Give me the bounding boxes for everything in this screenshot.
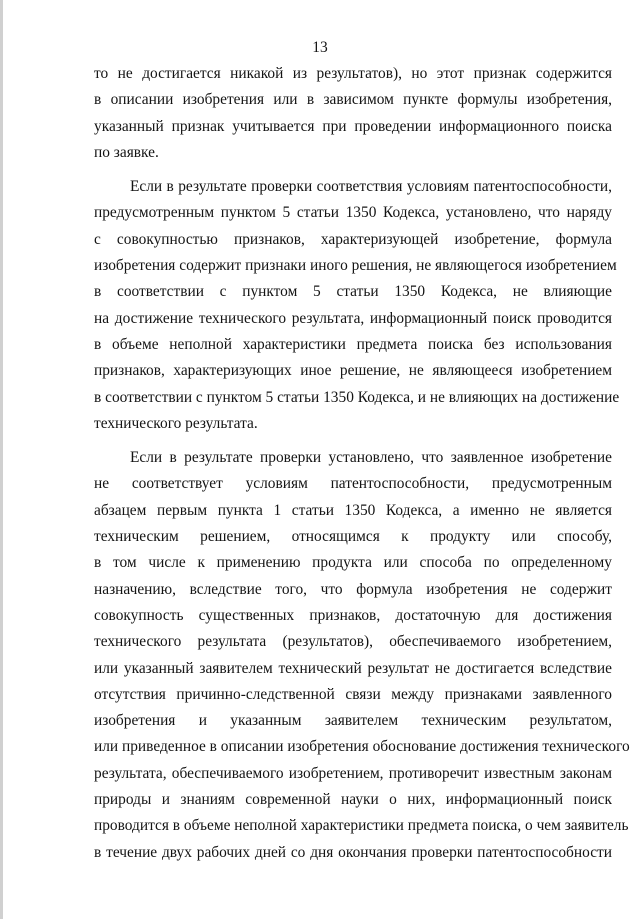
paragraph [94,174,620,437]
text-line: отсутствия причинно-следственной связи между признаками заявленного [94,685,612,703]
text-line: в течение двух рабочих дней со дня окончания проверки патентоспособности [94,843,612,861]
text-line: с совокупностью признаков, характеризующей изобретение, формула [94,230,612,248]
text-line: признаков, характеризующих иное решение, не являющееся изобретением [94,362,612,380]
text-line: проводится в объеме неполной характеристики предмета поиска, о чем заявитель [94,817,629,835]
page-number: 13 [312,39,328,56]
text-line: абзацем первым пункта 1 статьи 1350 Кодекса, а именно не является [94,501,612,519]
text-line: указанный признак учитывается при проведении информационного поиска [94,117,612,135]
text-line: результата, обеспечиваемого изобретением, противоречит известным законам [94,764,612,782]
paragraph-gap [94,166,612,174]
text-line: совокупность существенных признаков, достаточную для достижения [94,606,612,624]
paragraph-gap [94,437,612,445]
text-line: или приведенное в описании изобретения обоснование достижения технического [94,738,630,756]
text-line: изобретения и указанным заявителем техническим результатом, [94,712,612,730]
text-line: в соответствии с пунктом 5 статьи 1350 Кодекса, не влияющие [94,283,612,301]
text-line: Если в результате проверки установлено, что заявленное изобретение [130,449,612,467]
text-line: технического результата (результатов), обеспечиваемого изобретением, [94,633,612,651]
document-body [94,61,630,866]
text-line: Если в результате проверки соответствия условиям патентоспособности, [130,178,612,196]
text-line: в том числе к применению продукта или способа по определенному [94,554,612,572]
text-line: то не достигается никакой из результатов), но этот признак содержится [94,65,612,82]
text-line: в соответствии с пунктом 5 статьи 1350 Кодекса, и не влияющих на достижение [94,388,620,406]
text-line: техническим решением, относящимся к продукту или способу, [94,528,612,546]
paragraph [94,61,612,166]
text-line: на достижение технического результата, информационный поиск проводится [94,309,612,327]
text-line: или указанный заявителем технический результат не достигается вследствие [94,659,612,677]
page-edge-shadow [0,0,3,919]
text-line: технического результата. [94,414,258,432]
text-line: изобретения содержит признаки иного решения, не являющегося изобретением [94,257,617,275]
paragraph [94,445,630,866]
text-line: не соответствует условиям патентоспособности, предусмотренным [94,475,612,493]
text-line: предусмотренным пунктом 5 статьи 1350 Кодекса, установлено, что наряду [94,204,612,222]
text-line: назначению, вследствие того, что формула изобретения не содержит [94,580,612,598]
text-line: в объеме неполной характеристики предмета поиска без использования [94,335,612,353]
text-line: по заявке. [94,143,159,161]
text-line: в описании изобретения или в зависимом пункте формулы изобретения, [94,91,612,109]
text-line: природы и знаниям современной науки о них, информационный поиск [94,791,612,809]
